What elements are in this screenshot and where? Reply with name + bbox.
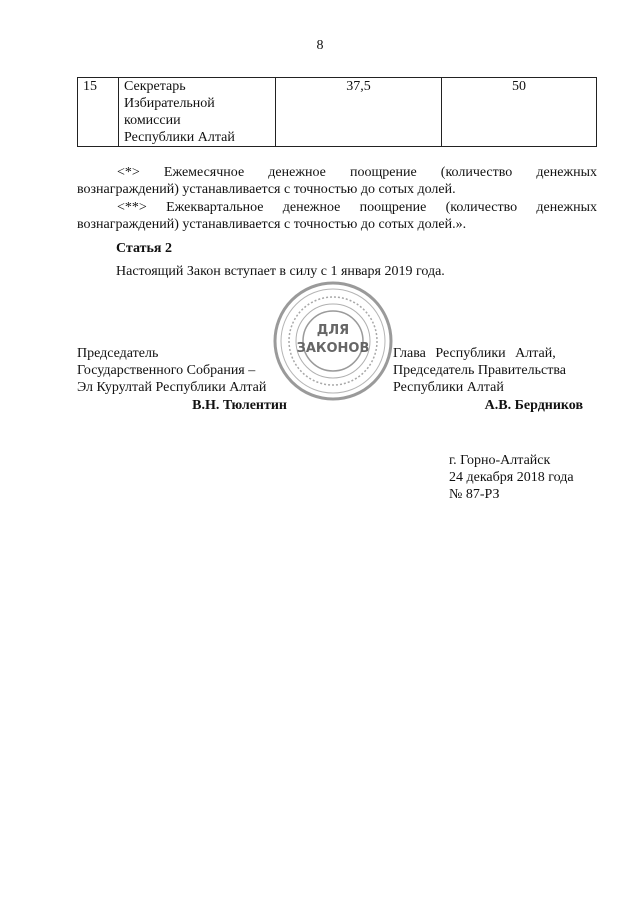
signature-title-line: Государственного Собрания –	[77, 363, 256, 378]
position-name-line: Республики Алтай	[124, 130, 235, 145]
article-text: Настоящий Закон вступает в силу с 1 января 2019 года.	[116, 264, 445, 279]
stamp-text-line: ДЛЯ	[316, 323, 350, 338]
date: 24 декабря 2018 года	[449, 470, 574, 485]
signature-title-line: Председатель Правительства	[393, 363, 566, 378]
signature-title-line: Глава Республики Алтай,	[393, 346, 556, 361]
row-number: 15	[78, 78, 119, 147]
footnote-marker: <**>	[117, 200, 147, 215]
article-heading: Статья 2	[116, 241, 172, 256]
table-row	[78, 78, 597, 147]
footnote-text: Ежеквартальное денежное поощрение (количество денежных вознаграждений) устанавливается с точностью до сотых долей.».	[77, 200, 598, 232]
page-number: 8	[316, 38, 324, 53]
footnote-marker: <*>	[117, 165, 140, 180]
signature-right	[393, 345, 583, 414]
city: г. Горно-Алтайск	[449, 453, 551, 468]
signatory-name: А.В. Бердников	[484, 398, 583, 413]
footnote-quarterly	[77, 199, 597, 233]
signature-title-line: Председатель	[77, 346, 159, 361]
signature-title-line: Эл Курултай Республики Алтай	[77, 380, 267, 395]
signature-title-line: Республики Алтай	[393, 380, 504, 395]
place-date-block	[449, 452, 574, 503]
position-name	[119, 78, 276, 147]
signature-left	[77, 345, 287, 414]
quarterly-value: 50	[442, 78, 597, 147]
positions-table	[77, 77, 597, 147]
monthly-value: 37,5	[276, 78, 442, 147]
position-name-line: комиссии	[124, 113, 181, 128]
position-name-line: Избирательной	[124, 96, 215, 111]
stamp-seal	[272, 280, 394, 402]
law-number: № 87-РЗ	[449, 487, 500, 502]
footnote-text: Ежемесячное денежное поощрение (количество денежных вознаграждений) устанавливается с точностью до сотых долей.	[77, 165, 598, 197]
footnote-monthly	[77, 164, 597, 198]
stamp-text-line: ЗАКОНОВ	[296, 341, 370, 356]
signatory-name: В.Н. Тюлентин	[192, 398, 287, 413]
position-name-line: Секретарь	[124, 79, 186, 94]
